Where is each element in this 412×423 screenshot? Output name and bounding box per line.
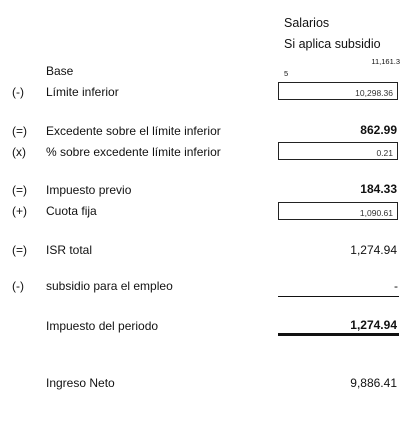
isr-total-label: ISR total — [46, 243, 93, 257]
column-subtitle: Si aplica subsidio — [284, 37, 381, 51]
cuota-fija-value: 1,090.61 — [359, 208, 393, 218]
base-value-part1: 11,161.3 — [371, 57, 400, 66]
subsidio-symbol: (-) — [12, 279, 24, 293]
impuesto-previo-label: Impuesto previo — [46, 183, 132, 197]
subsidio-underline — [278, 296, 399, 297]
limite-inferior-value: 10,298.36 — [355, 88, 393, 98]
porcentaje-value: 0.21 — [376, 148, 393, 158]
subsidio-label: subsidio para el empleo — [46, 279, 173, 293]
ingreso-neto-label: Ingreso Neto — [46, 376, 115, 390]
subsidio-value: - — [394, 279, 398, 293]
limite-inferior-cell — [278, 82, 398, 100]
excedente-symbol: (=) — [12, 124, 27, 138]
cuota-fija-label: Cuota fija — [46, 204, 97, 218]
cuota-fija-symbol: (+) — [12, 204, 27, 218]
impuesto-previo-symbol: (=) — [12, 183, 27, 197]
porcentaje-cell — [278, 142, 398, 160]
impuesto-periodo-value: 1,274.94 — [350, 318, 397, 332]
porcentaje-symbol: (x) — [12, 145, 26, 159]
base-value-part2: 5 — [284, 69, 289, 78]
ingreso-neto-value: 9,886.41 — [350, 376, 397, 390]
limite-inferior-symbol: (-) — [12, 85, 24, 99]
impuesto-periodo-label: Impuesto del periodo — [46, 319, 159, 333]
impuesto-periodo-double-underline — [278, 333, 399, 336]
excedente-label: Excedente sobre el límite inferior — [46, 124, 221, 138]
base-label: Base — [46, 64, 74, 78]
isr-total-symbol: (=) — [12, 243, 27, 257]
impuesto-previo-value: 184.33 — [360, 182, 397, 196]
porcentaje-label: % sobre excedente límite inferior — [46, 145, 221, 159]
column-title: Salarios — [284, 16, 330, 30]
excedente-value: 862.99 — [360, 123, 397, 137]
isr-total-value: 1,274.94 — [350, 243, 397, 257]
limite-inferior-label: Límite inferior — [46, 85, 119, 99]
cuota-fija-cell — [278, 202, 398, 220]
